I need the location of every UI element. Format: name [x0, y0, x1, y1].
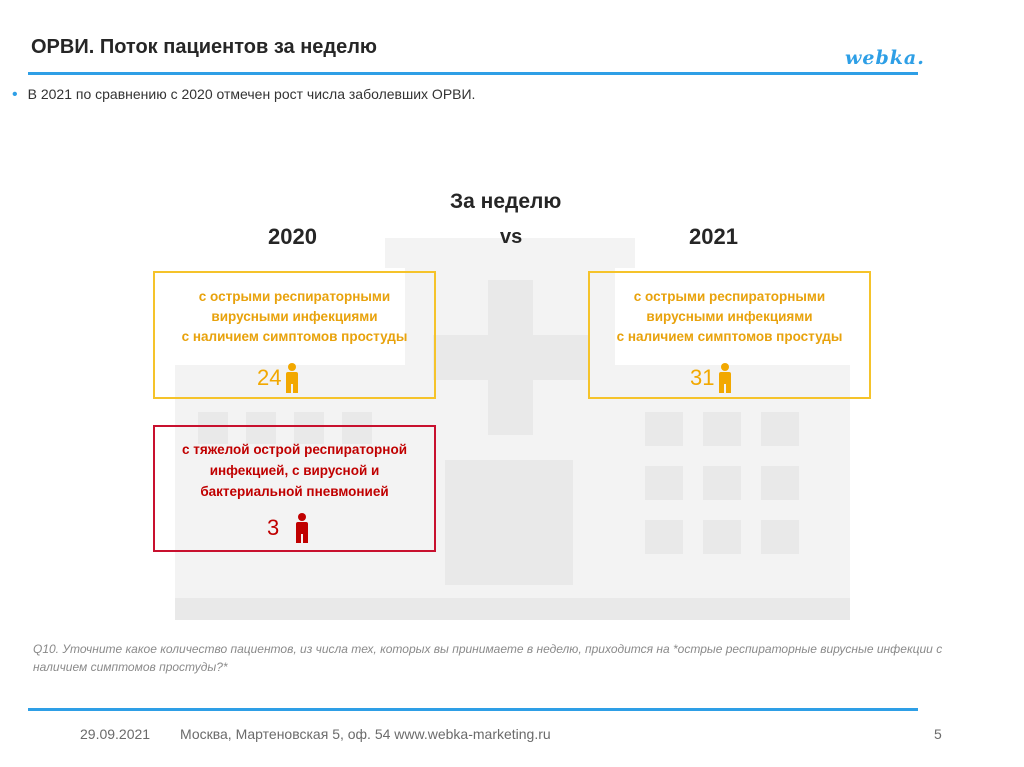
footer-date: 29.09.2021: [80, 726, 151, 742]
patient-count: [267, 513, 309, 543]
header-divider: [28, 72, 918, 75]
footer-address: Москва, Мартеновская 5, оф. 54 www.webka-marketing.ru: [180, 726, 551, 742]
person-icon: [285, 363, 299, 393]
patient-count-value: 24: [257, 365, 282, 390]
summary-text: В 2021 по сравнению с 2020 отмечен рост числа заболевших ОРВИ.: [27, 86, 476, 102]
year-2020-label: 2020: [268, 224, 317, 249]
patient-count: [257, 363, 299, 393]
brand-logo: webka.: [845, 47, 925, 69]
patient-count-value: 3: [267, 515, 280, 540]
person-icon: [718, 363, 732, 393]
survey-question-footnote: Q10. Уточните какое количество пациентов, из числа тех, которых вы принимаете в неделю, приходится на *острые респираторные вирусные инфекции с наличием симптомов простуды?*: [33, 642, 943, 674]
page-title: ОРВИ. Поток пациентов за неделю: [31, 36, 377, 58]
bullet-dot-icon: •: [12, 86, 18, 103]
footer-divider: [28, 708, 918, 711]
card-description: с тяжелой острой респираторной инфекцией, с вирусной и бактериальной пневмонией: [182, 442, 407, 499]
person-icon: [295, 513, 309, 543]
card-description: с острыми респираторными вирусными инфекциями с наличием симптомов простуды: [616, 289, 843, 344]
patient-count: [690, 363, 732, 393]
vs-label: vs: [500, 226, 523, 248]
card-description: с острыми респираторными вирусными инфекциями с наличием симптомов простуды: [181, 289, 408, 344]
card-mild-2021: [588, 271, 871, 399]
page-number: 5: [934, 726, 942, 742]
card-mild-2020: [153, 271, 436, 399]
card-severe-2020: [153, 425, 436, 552]
year-2021-label: 2021: [689, 224, 738, 249]
patient-count-value: 31: [690, 365, 715, 390]
summary-bullet: [12, 86, 475, 104]
period-label: За неделю: [450, 190, 562, 213]
